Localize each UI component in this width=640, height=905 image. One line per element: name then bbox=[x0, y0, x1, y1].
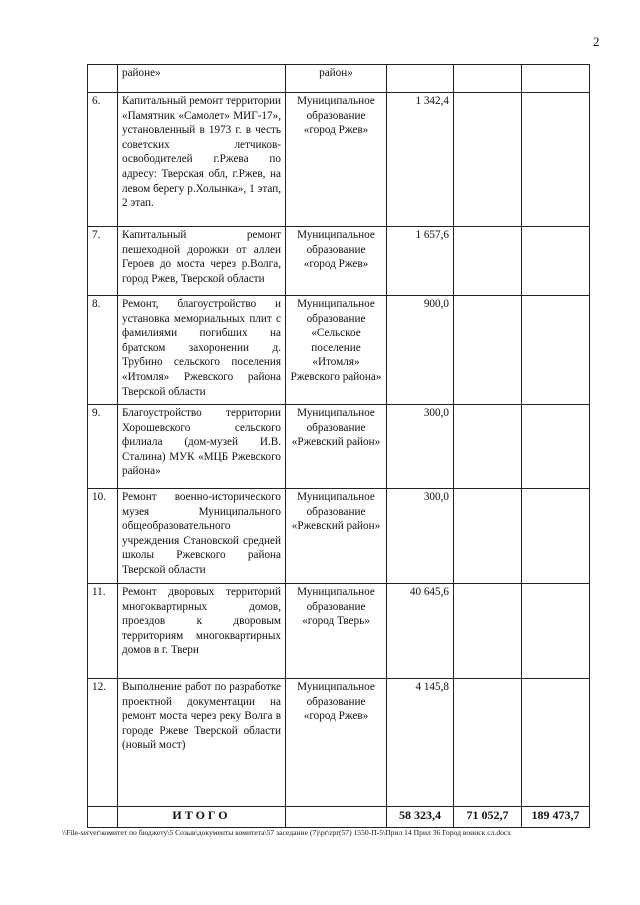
amount-cell-3 bbox=[522, 227, 590, 296]
table-row bbox=[88, 679, 590, 807]
object-description: Ремонт, благоустройство и установка мемориальных плит с фамилиями погибших на братском захоронении д. Трубино сельского поселения «Итомля» Ржевского района Тверской области bbox=[118, 296, 286, 405]
object-description: районе» bbox=[118, 65, 286, 93]
row-number: 8. bbox=[88, 296, 118, 405]
total-value-1: 58 323,4 bbox=[387, 807, 454, 828]
amount-cell: 40 645,6 bbox=[387, 584, 454, 679]
amount-cell: 300,0 bbox=[387, 405, 454, 489]
object-description: Выполнение работ по разработке проектной документации на ремонт моста через реку Волга в городе Ржеве Тверской области (новый мост) bbox=[118, 679, 286, 807]
amount-cell-2 bbox=[454, 65, 522, 93]
total-value-3: 189 473,7 bbox=[522, 807, 590, 828]
municipality-cell: район» bbox=[286, 65, 387, 93]
amount-cell bbox=[387, 65, 454, 93]
row-number: 6. bbox=[88, 93, 118, 227]
amount-cell-3 bbox=[522, 489, 590, 584]
table-row bbox=[88, 405, 590, 489]
municipality-cell: Муниципальное образование «город Ржев» bbox=[286, 227, 387, 296]
amount-cell: 1 657,6 bbox=[387, 227, 454, 296]
object-description: Капитальный ремонт пешеходной дорожки от аллеи Героев до моста через р.Волга, город Ржев, Тверской области bbox=[118, 227, 286, 296]
object-description: Благоустройство территории Хорошевского сельского филиала (дом-музей И.В. Сталина) МУК «МЦБ Ржевского района» bbox=[118, 405, 286, 489]
file-path-footer: \\File-server\комитет по бюджету\5 Созыв\документы комитета\57 заседание (7)\pr\zpr(57) 1550-П-5\Прил 14 Прил 36 Город воинск сл.docx bbox=[62, 828, 512, 837]
municipality-cell: Муниципальное образование «город Ржев» bbox=[286, 93, 387, 227]
amount-cell-3 bbox=[522, 65, 590, 93]
amount-cell-3 bbox=[522, 93, 590, 227]
total-num-cell bbox=[88, 807, 118, 828]
row-number: 7. bbox=[88, 227, 118, 296]
municipality-cell: Муниципальное образование «город Ржев» bbox=[286, 679, 387, 807]
row-number: 9. bbox=[88, 405, 118, 489]
object-description: Ремонт военно-исторического музея Муниципального общеобразовательного учреждения Становской средней школы Ржевского района Тверской области bbox=[118, 489, 286, 584]
amount-cell: 900,0 bbox=[387, 296, 454, 405]
amount-cell-2 bbox=[454, 296, 522, 405]
amount-cell-2 bbox=[454, 227, 522, 296]
amount-cell-2 bbox=[454, 489, 522, 584]
amount-cell-3 bbox=[522, 405, 590, 489]
row-number: 11. bbox=[88, 584, 118, 679]
amount-cell: 4 145,8 bbox=[387, 679, 454, 807]
amount-cell-2 bbox=[454, 93, 522, 227]
amount-cell-3 bbox=[522, 679, 590, 807]
amount-cell-2 bbox=[454, 584, 522, 679]
total-label: ИТОГО bbox=[118, 807, 286, 828]
table-row bbox=[88, 296, 590, 405]
total-row bbox=[88, 807, 590, 828]
table-row-continuation bbox=[88, 65, 590, 93]
total-empty-cell bbox=[286, 807, 387, 828]
municipality-cell: Муниципальное образование «Сельское поселение «Итомля» Ржевского района» bbox=[286, 296, 387, 405]
table-row bbox=[88, 584, 590, 679]
amount-cell-3 bbox=[522, 584, 590, 679]
amount-cell-3 bbox=[522, 296, 590, 405]
amount-cell: 1 342,4 bbox=[387, 93, 454, 227]
object-description: Ремонт дворовых территорий многоквартирных домов, проездов к дворовым территориям многоквартирных домов в г. Твери bbox=[118, 584, 286, 679]
total-value-2: 71 052,7 bbox=[454, 807, 522, 828]
municipality-cell: Муниципальное образование «Ржевский район» bbox=[286, 405, 387, 489]
table-row bbox=[88, 227, 590, 296]
municipality-cell: Муниципальное образование «город Тверь» bbox=[286, 584, 387, 679]
table-row bbox=[88, 489, 590, 584]
table-row bbox=[88, 93, 590, 227]
municipality-cell: Муниципальное образование «Ржевский район» bbox=[286, 489, 387, 584]
page-number: 2 bbox=[593, 34, 600, 49]
amount-cell-2 bbox=[454, 405, 522, 489]
amount-cell-2 bbox=[454, 679, 522, 807]
object-description: Капитальный ремонт территории «Памятник «Самолет» МИГ-17», установленный в 1973 г. в честь советских летчиков-освободителей г.Ржева по адресу: Тверская обл, г.Ржев, на левом берегу р.Холынка», 1 этап, 2 этап. bbox=[118, 93, 286, 227]
row-number bbox=[88, 65, 118, 93]
row-number: 10. bbox=[88, 489, 118, 584]
amount-cell: 300,0 bbox=[387, 489, 454, 584]
row-number: 12. bbox=[88, 679, 118, 807]
budget-table bbox=[87, 64, 590, 828]
